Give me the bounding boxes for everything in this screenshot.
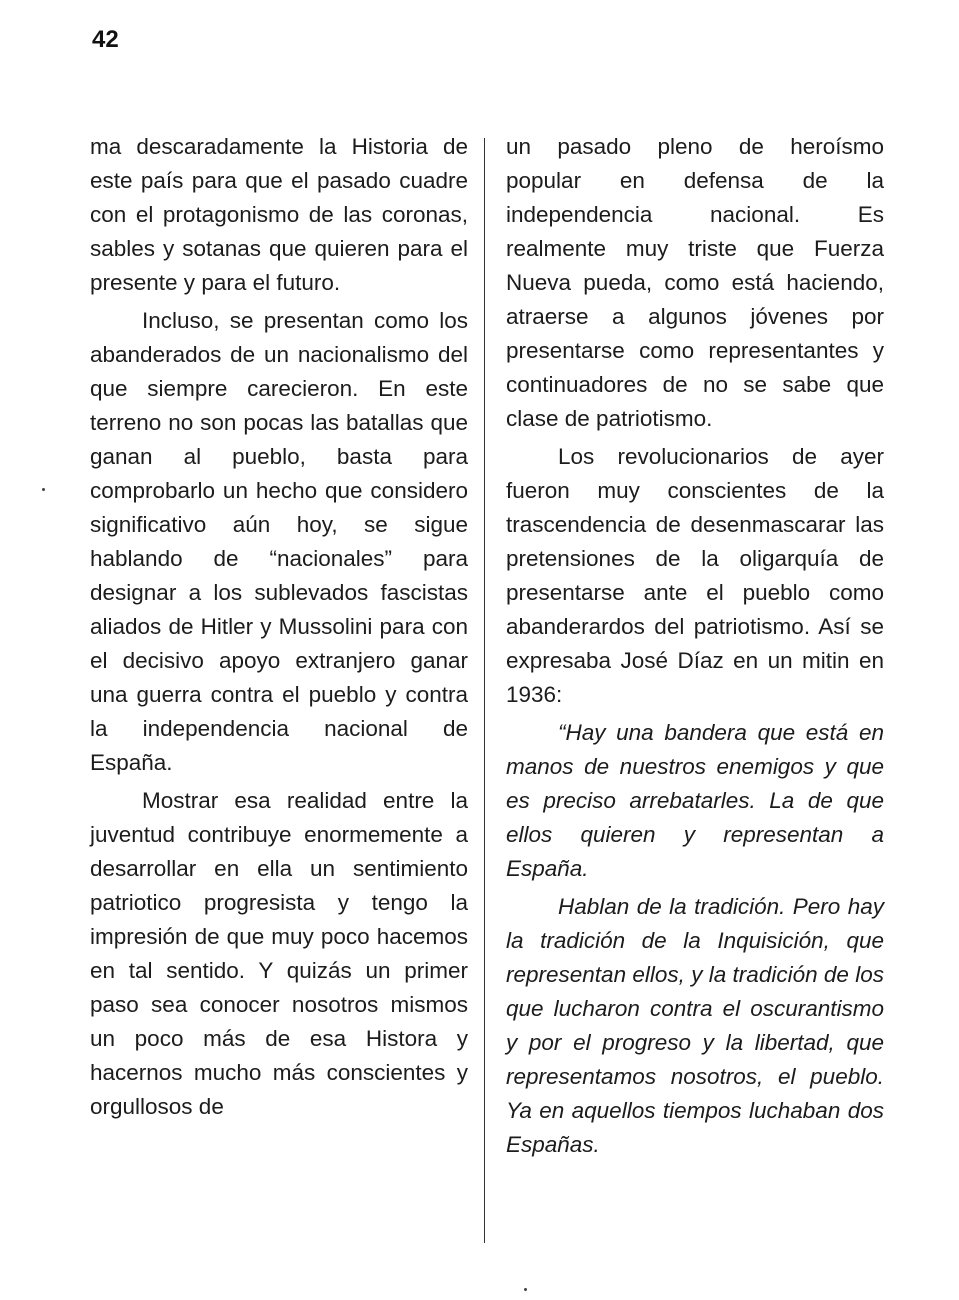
left-column (90, 130, 468, 1128)
left-paragraph-1: ma descaradamente la Historia de este país para que el pasado cuadre con el protagonismo de las coronas, sables y sotanas que quieren para el presente y para el futuro. (90, 134, 468, 295)
left-paragraph-2: Incluso, se presentan como los abanderados de un nacionalismo del que siempre carecieron. En este terreno no son pocas las batallas que ganan al pueblo, basta para comprobarlo un hecho que considero significativo aún hoy, se sigue hablando de “nacionales” para designar a los sublevados fascistas aliados de Hitler y Mussolini para con el decisivo apoyo extranjero ganar una guerra contra el pueblo y contra la independencia nacional de España. (90, 308, 468, 775)
right-column (506, 130, 884, 1166)
right-paragraph-2: Los revolucionarios de ayer fueron muy conscientes de la trascendencia de desenmascarar las pretensiones de la oligarquía de presentarse ante el pueblo como abanderardos del patriotismo. Así se expresaba José Díaz en un mitin en 1936: (506, 444, 884, 707)
quote-paragraph-1: “Hay una bandera que está en manos de nuestros enemigos y que es preciso arrebatarles. La de que ellos quieren y representan a España. (506, 720, 884, 881)
quote-paragraph-2: Hablan de la tradición. Pero hay la tradición de la Inquisición, que representan ellos, y la tradición de los que lucharon contra el oscurantismo y por el progreso y la libertad, que representamos nosotros, el pueblo. Ya en aquellos tiempos luchaban dos Españas. (506, 894, 884, 1157)
column-divider (484, 138, 485, 1243)
print-speck (42, 488, 45, 491)
page-number: 42 (92, 26, 119, 53)
right-paragraph-1: un pasado pleno de heroísmo popular en defensa de la independencia nacional. Es realmente muy triste que Fuerza Nueva pueda, como está haciendo, atraerse a algunos jóvenes por presentarse como representantes y continuadores de no se sabe que clase de patriotismo. (506, 134, 884, 431)
print-speck (524, 1288, 527, 1291)
left-paragraph-3: Mostrar esa realidad entre la juventud contribuye enormemente a desarrollar en ella un sentimiento patriotico progresista y tengo la impresión de que muy poco hacemos en tal sentido. Y quizás un primer paso sea conocer nosotros mismos un poco más de esa Histora y hacernos mucho más conscientes y orgullosos de (90, 788, 468, 1119)
